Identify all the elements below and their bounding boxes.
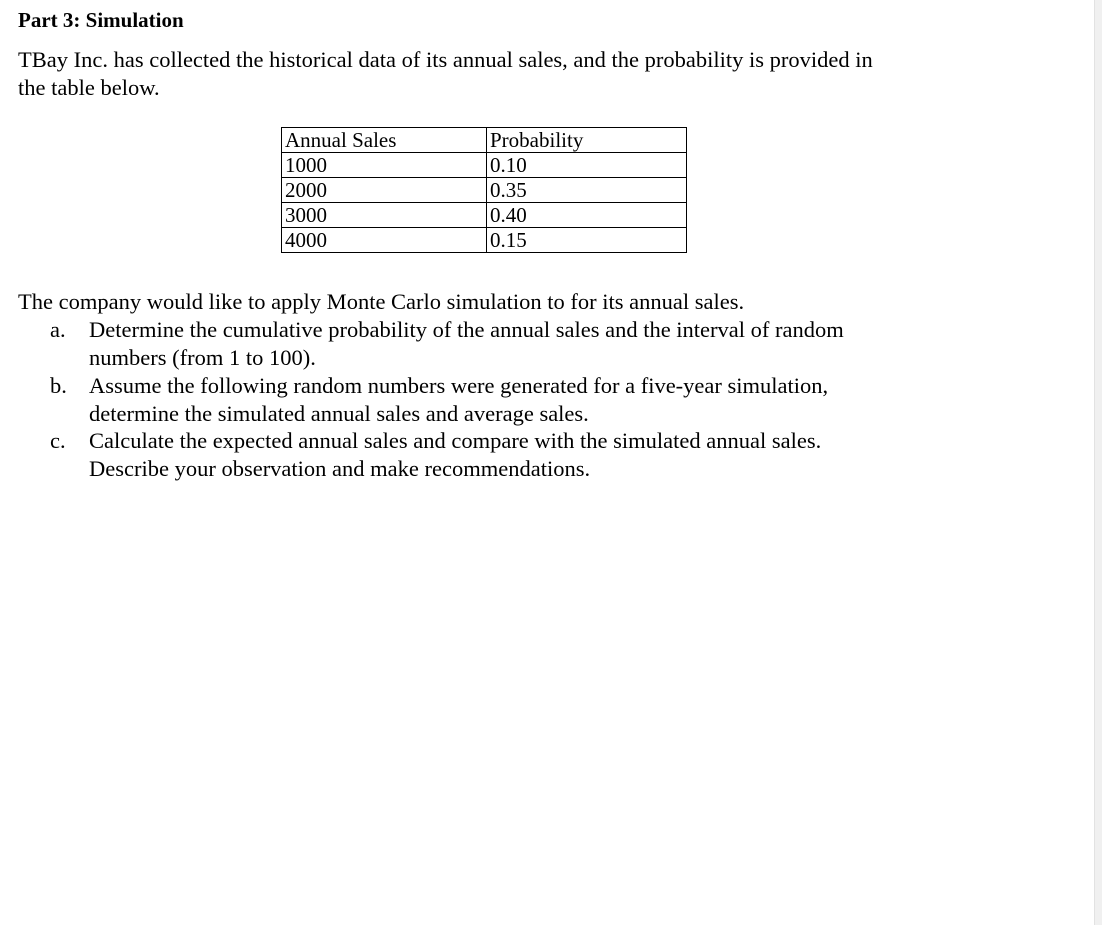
header-annual-sales: Annual Sales (282, 128, 487, 153)
table-header-row (282, 128, 687, 153)
cell-annual-sales: 4000 (282, 228, 487, 253)
cell-annual-sales: 1000 (282, 153, 487, 178)
part-title: Part 3: Simulation (18, 8, 184, 32)
cell-annual-sales: 3000 (282, 203, 487, 228)
list-item-line-2: Describe your observation and make recommendations. (89, 456, 591, 481)
list-marker: b. (50, 373, 67, 398)
list-item-text (89, 316, 949, 372)
cell-probability: 0.35 (487, 178, 687, 203)
list-item-text (89, 372, 949, 428)
intro-line-2: the table below. (18, 75, 160, 100)
list-item-line-1: Calculate the expected annual sales and compare with the simulated annual sales. (89, 428, 822, 453)
cell-annual-sales: 2000 (282, 178, 487, 203)
list-item-line-2: numbers (from 1 to 100). (89, 345, 316, 370)
table-row (282, 203, 687, 228)
table-row (282, 178, 687, 203)
list-item-line-1: Assume the following random numbers were generated for a five-year simulation, (89, 373, 829, 398)
header-probability: Probability (487, 128, 687, 153)
table-row (282, 153, 687, 178)
question-intro: The company would like to apply Monte Carlo simulation to for its annual sales. (18, 289, 745, 314)
cell-probability: 0.10 (487, 153, 687, 178)
sales-probability-table (281, 127, 687, 253)
list-item-text (89, 427, 949, 483)
list-item-line-2: determine the simulated annual sales and average sales. (89, 401, 589, 426)
cell-probability: 0.40 (487, 203, 687, 228)
window-right-edge (1094, 0, 1102, 925)
list-marker: a. (50, 317, 66, 342)
intro-line-1: TBay Inc. has collected the historical data of its annual sales, and the probability is provided in (18, 47, 873, 72)
intro-paragraph (18, 46, 978, 102)
table-row (282, 228, 687, 253)
cell-probability: 0.15 (487, 228, 687, 253)
list-item-line-1: Determine the cumulative probability of the annual sales and the interval of random (89, 317, 844, 342)
list-marker: c. (50, 428, 66, 453)
